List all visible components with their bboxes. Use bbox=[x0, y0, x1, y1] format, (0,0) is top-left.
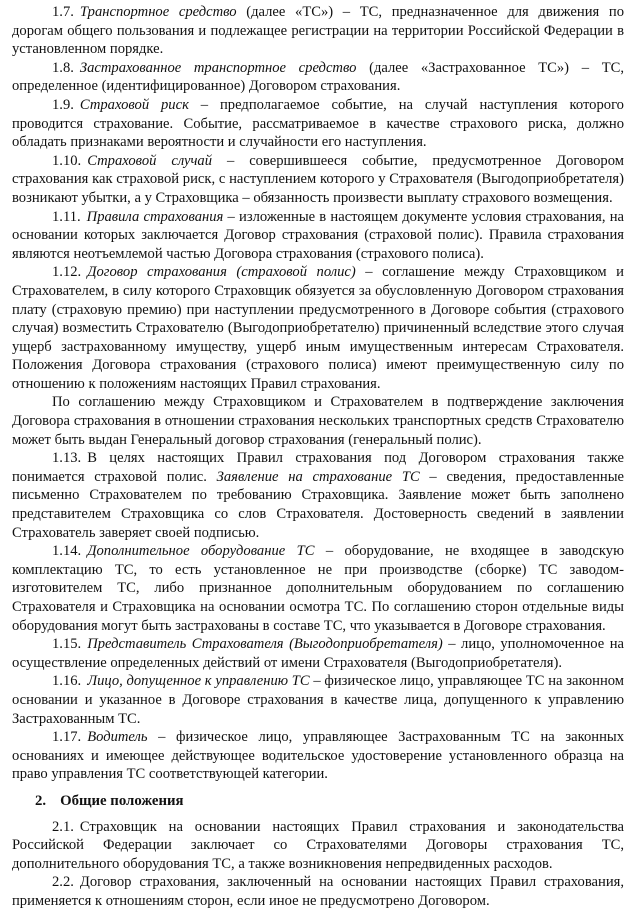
clause-1-16 bbox=[12, 672, 624, 728]
clause-text: – предполагаемое событие, на случай наступления которого проводится страхование. Событие, рассматриваемое в качестве страхового риска, должно обладать признаками вероятности и случайности его наступления. bbox=[12, 96, 624, 151]
defined-term: Страховой риск bbox=[79, 96, 189, 113]
clause-number: 1.17. bbox=[52, 729, 82, 746]
defined-term: Застрахованное транспортное средство bbox=[79, 59, 357, 76]
general-agreement-paragraph: По соглашению между Страховщиком и Страхователем в подтверждение заключения Договора страхования в отношении страхования нескольких транспортных средств Страхователю может быть выдан Генеральный договор страхования (генеральный полис). bbox=[12, 394, 624, 448]
clause-1-9 bbox=[12, 96, 624, 152]
clause-text: Договор страхования, заключенный на основании настоящих Правил страхования, применяется к отношениям сторон, если иное не предусмотрено Договором. bbox=[12, 874, 624, 909]
clause-number: 1.9. bbox=[52, 96, 74, 113]
clause-text: – соглашение между Страховщиком и Страхователем, в силу которого Страховщик обязуется за обусловленную Договором страхования плату (страховую премию) при наступлении предусмотренного в Договоре события (страхового случая) возместить Страхователю (Выгодоприобретателю) причиненный вследствие этого случая ущерб застрахованному имуществу, ущерб иным имущественным интересам Страхователя. Положения Договора страхования (страхового полиса) имеют преимущественную силу по отношению к положениям настоящих Правил страхования. bbox=[12, 264, 624, 392]
clause-text: – изложенные в настоящем документе условия страхования, на основании которых заключается Договор страхования (страховой полис). Правила страхования являются неотъемлемой частью Договора страхования (страхового полиса). bbox=[12, 208, 624, 262]
defined-term: Дополнительное оборудование ТС bbox=[87, 543, 315, 560]
defined-term: Водитель bbox=[87, 729, 148, 746]
defined-term: Транспортное средство bbox=[79, 4, 237, 20]
clause-text: – оборудование, не входящее в заводскую комплектацию ТС, то есть установленное не при производстве (сборке) ТС заводом-изготовителем ТС, либо признанное дополнительным оборудованием по соглашению Страхователя и Страховщика на основании осмотра ТС. По соглашению сторон отдельные виды оборудования могут быть застрахованы в составе ТС, что указывается в Договоре страхования. bbox=[12, 543, 624, 634]
clause-text: – физическое лицо, управляющее ТС на законном основании и указанное в Договоре страхования в качестве лица, допущенного к управлению Застрахованным ТС. bbox=[12, 673, 625, 727]
clause-text: – лицо, уполномоченное на осуществление определенных действий от имени Страхователя (Выгодоприобретателя). bbox=[12, 636, 624, 671]
section-number: 2. bbox=[35, 792, 47, 809]
clause-number: 1.8. bbox=[52, 59, 74, 76]
defined-term: Лицо, допущенное к управлению ТС bbox=[87, 673, 310, 690]
defined-term: Страховой случай bbox=[87, 152, 213, 169]
defined-term: Представитель Страхователя (Выгодоприобретателя) bbox=[87, 636, 443, 653]
defined-term: Правила страхования bbox=[86, 208, 224, 225]
clause-number: 1.7. bbox=[52, 4, 74, 20]
clause-number: 1.15. bbox=[52, 636, 82, 653]
clause-number: 1.14. bbox=[52, 543, 82, 560]
clause-1-15 bbox=[12, 635, 624, 672]
clause-text: (далее «ТС») – ТС, предназначенное для движения по дорогам общего пользования и подлежащее регистрации на территории Российской Федерации в установленном порядке. bbox=[12, 4, 624, 58]
clause-number: 1.13. bbox=[52, 450, 82, 467]
section-2-heading bbox=[35, 792, 624, 811]
clause-number: 1.16. bbox=[52, 673, 82, 690]
clause-text: – сведения, предоставленные письменно Страхователем по требованию Страховщика. Заявление может быть заполнено представителем Страховщика со слов Страхователя. Достоверность сведений в заявлении Страхователь заверяет своей подписью. bbox=[12, 468, 624, 541]
section-title: Общие положения bbox=[60, 792, 184, 809]
clause-1-10 bbox=[12, 152, 624, 208]
clause-number: 1.11. bbox=[52, 208, 81, 225]
clause-text: В целях настоящих Правил страхования под Договором страхования также понимается страховой полис. bbox=[12, 450, 624, 485]
clause-2-2 bbox=[12, 873, 624, 910]
clause-number: 2.2. bbox=[52, 874, 74, 891]
clause-text: – физическое лицо, управляющее Застрахованным ТС на законных основаниях и имеющее действующее водительское удостоверение установленного образца на право управления ТС соответствующей категории. bbox=[12, 729, 624, 783]
clause-1-17 bbox=[12, 728, 624, 784]
clause-1-7 bbox=[12, 3, 624, 59]
document-page bbox=[12, 3, 624, 911]
clause-number: 1.10. bbox=[52, 152, 82, 169]
clause-number: 2.1. bbox=[52, 818, 74, 835]
clause-1-8 bbox=[12, 59, 624, 96]
clause-2-1 bbox=[12, 818, 624, 874]
clause-text: Страховщик на основании настоящих Правил страхования и законодательства Российской Федерации заключает со Страхователями Договоры страхования ТС, дополнительного оборудования ТС, а также возникновения непредвиденных расходов. bbox=[12, 818, 624, 872]
clause-text: – совершившееся событие, предусмотренное Договором страхования как страховой риск, с наступлением которого у Страхователя (Выгодоприобретателя) возникают убытки, а у Страховщика – обязанность произвести выплату страхового возмещения. bbox=[12, 152, 624, 206]
defined-term: Договор страхования (страховой полис) bbox=[87, 264, 356, 281]
clause-1-11 bbox=[12, 208, 624, 264]
clause-1-12 bbox=[12, 263, 624, 393]
clause-number: 1.12. bbox=[52, 264, 82, 281]
clause-1-13 bbox=[12, 449, 624, 542]
defined-term: Заявление на страхование ТС bbox=[216, 468, 420, 485]
clause-1-14 bbox=[12, 542, 624, 635]
clause-text: (далее «Застрахованное ТС») – ТС, определенное (идентифицированное) Договором страхования. bbox=[12, 59, 624, 95]
